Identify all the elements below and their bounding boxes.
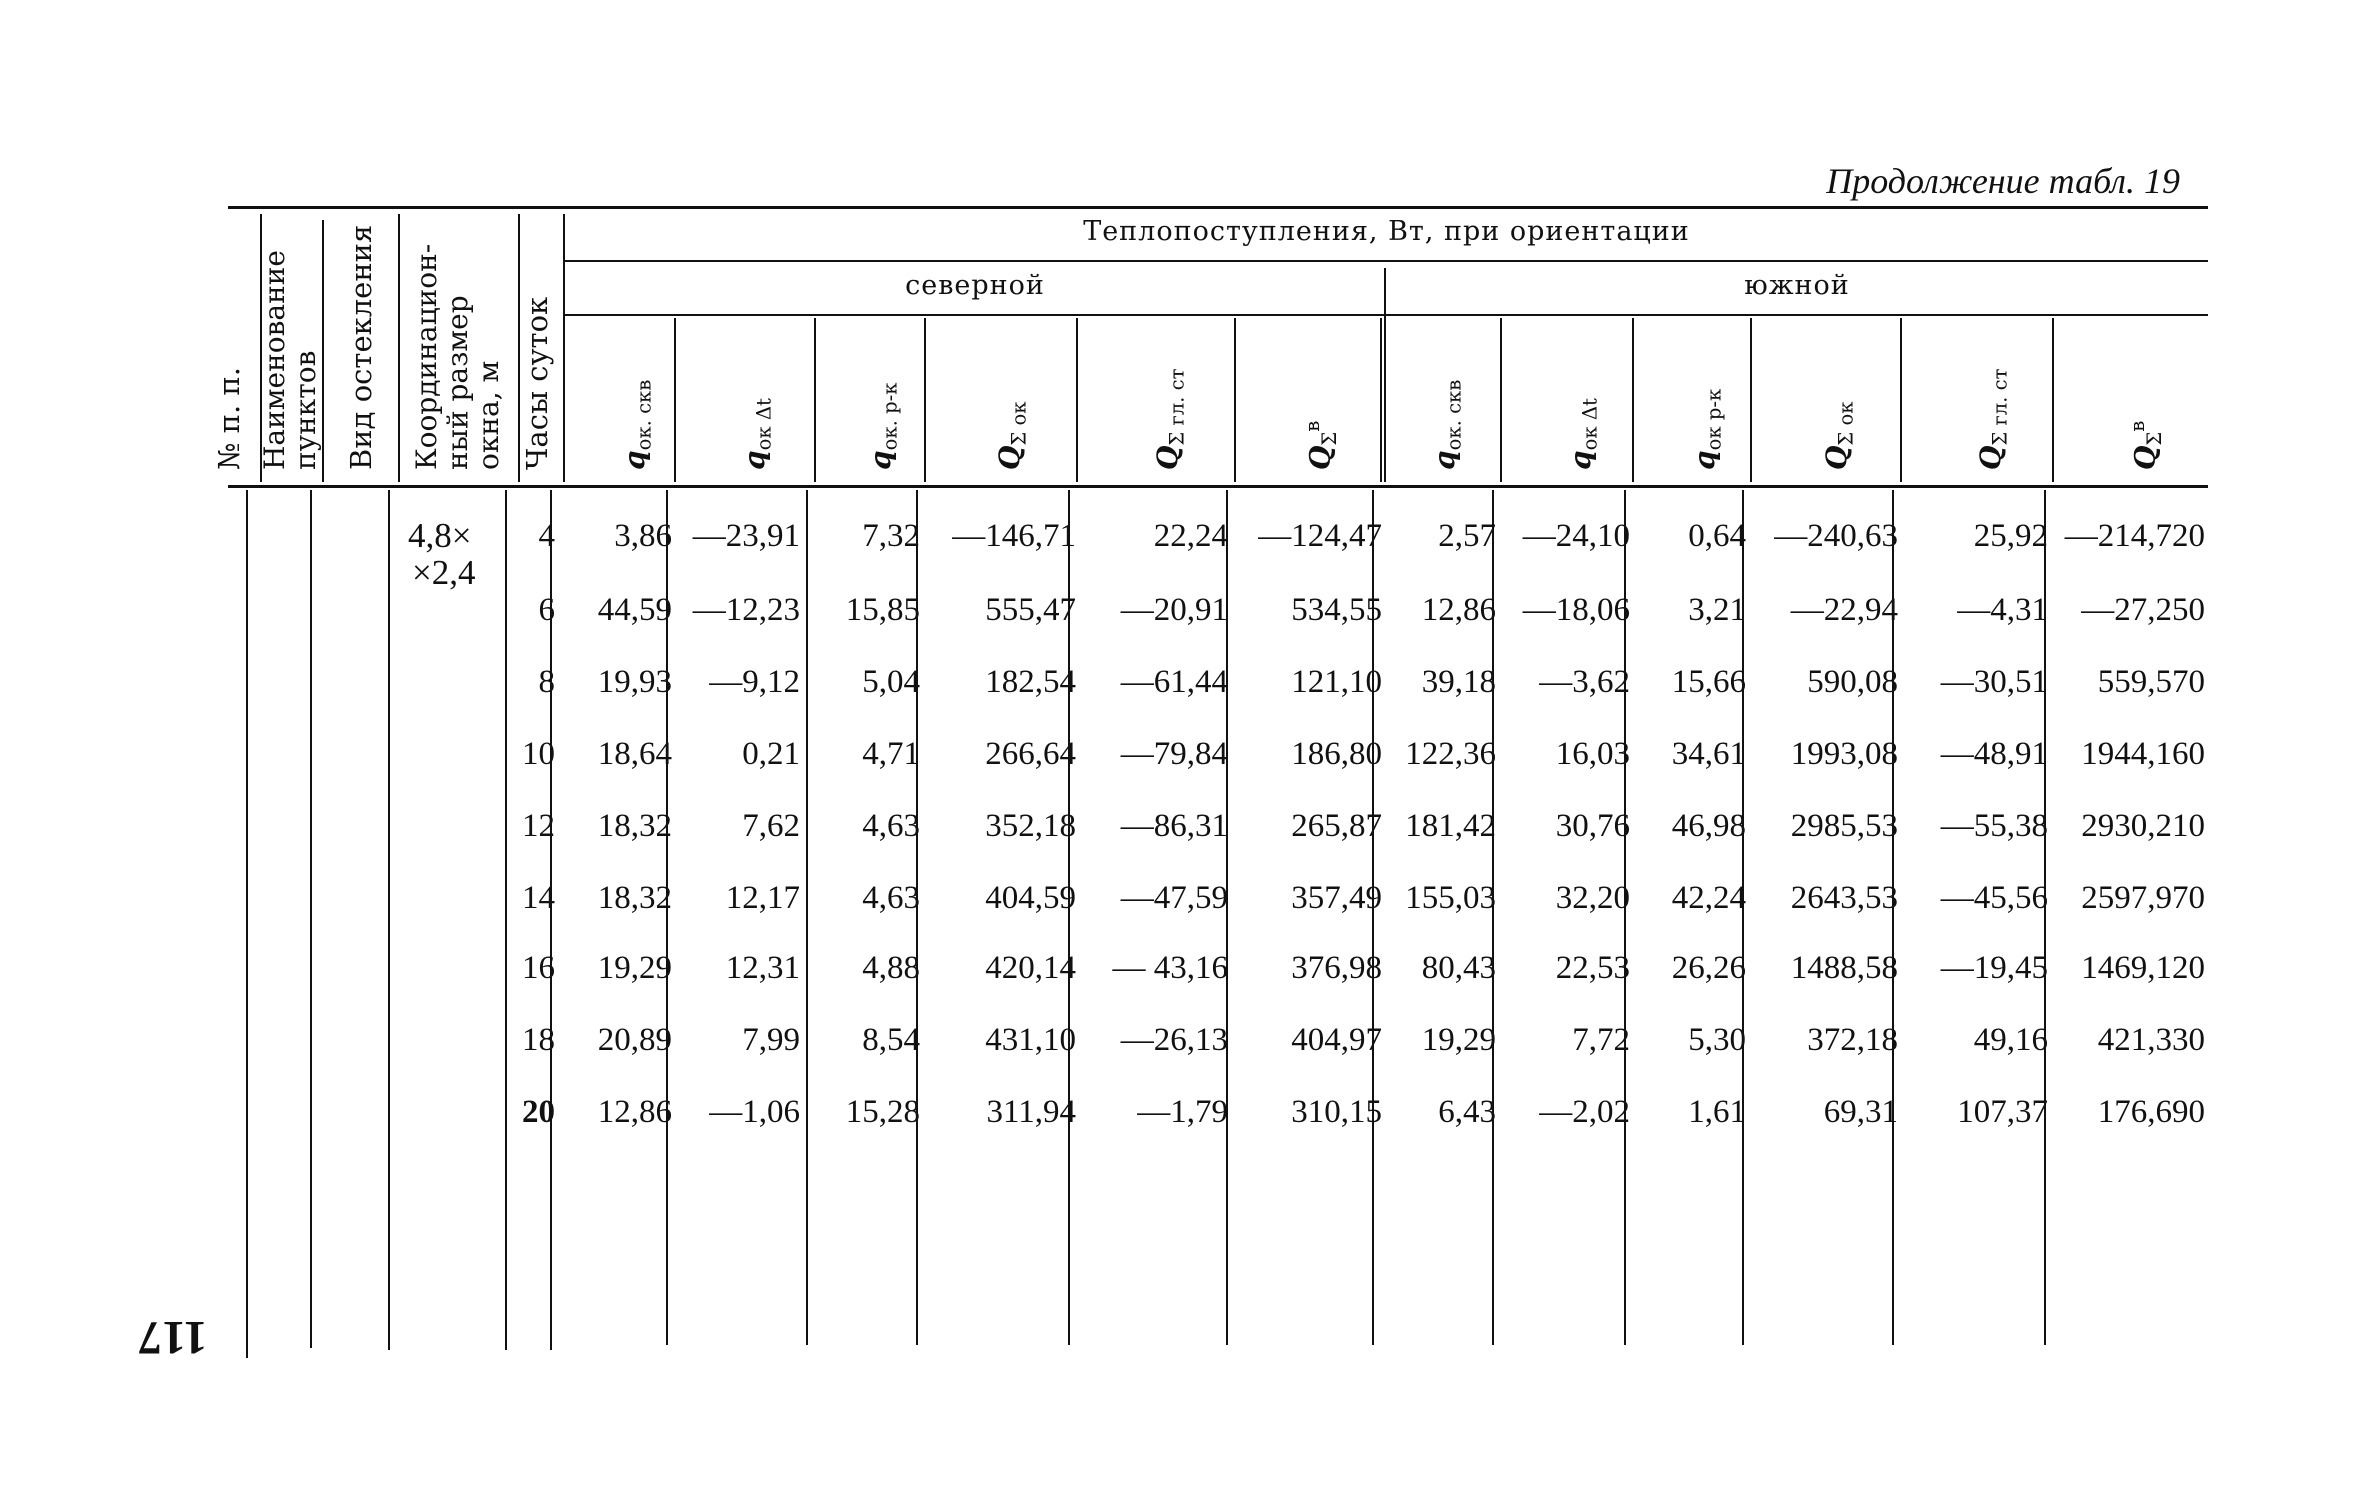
- table-cell: 431,10: [985, 1022, 1076, 1058]
- table-cell: 4,63: [862, 880, 920, 916]
- table-cell: 372,18: [1807, 1022, 1898, 1058]
- table-cell: 2643,53: [1790, 880, 1898, 916]
- table-cell: 4,63: [862, 808, 920, 844]
- table-cell: —48,91: [1940, 736, 2048, 772]
- hour-cell: 10: [522, 736, 555, 772]
- table-cell: —9,12: [709, 664, 800, 700]
- table-cell: 3,21: [1688, 592, 1746, 628]
- table-cell: 30,76: [1555, 808, 1630, 844]
- table-cell: 18,64: [597, 736, 672, 772]
- table-cell: 7,32: [862, 518, 920, 554]
- table-cell: 19,29: [1421, 1022, 1496, 1058]
- table-cell: 18,32: [597, 880, 672, 916]
- page-number: 117: [138, 1311, 208, 1364]
- table-cell: —1,79: [1137, 1094, 1228, 1130]
- hour-cell: 4: [538, 518, 555, 554]
- table-caption: Продолжение табл. 19: [1826, 161, 2180, 201]
- table-cell: 19,29: [597, 950, 672, 986]
- body-vline: [246, 490, 248, 1358]
- table-cell: 7,62: [742, 808, 800, 844]
- table-cell: 186,80: [1291, 736, 1382, 772]
- table-cell: 421,330: [2097, 1022, 2205, 1058]
- table-cell: 22,24: [1153, 518, 1228, 554]
- top-rule: [228, 206, 2208, 209]
- hour-cell: 18: [522, 1022, 555, 1058]
- table-cell: —27,250: [2081, 592, 2205, 628]
- table-cell: —61,44: [1120, 664, 1228, 700]
- table-cell: 1488,58: [1790, 950, 1898, 986]
- col-header-south-6: $Q_\Sigma^в$: [2126, 420, 2166, 470]
- header-bottom-rule: [228, 485, 2208, 488]
- orientation-header-rule: [565, 314, 2208, 316]
- table-cell: 8,54: [862, 1022, 920, 1058]
- hour-cell: 6: [538, 592, 555, 628]
- header-size: [412, 240, 504, 470]
- table-cell: 32,20: [1555, 880, 1630, 916]
- table-cell: —20,91: [1120, 592, 1228, 628]
- table-cell: 12,86: [597, 1094, 672, 1130]
- table-cell: 1993,08: [1790, 736, 1898, 772]
- table-cell: 5,30: [1688, 1022, 1746, 1058]
- table-cell: 44,59: [597, 592, 672, 628]
- table-cell: 22,53: [1555, 950, 1630, 986]
- header-num: № п. п.: [212, 367, 246, 470]
- table-cell: —124,47: [1258, 518, 1382, 554]
- col-header-south-2: $q_{ок \Delta t}$: [1564, 398, 1602, 470]
- table-cell: —4,31: [1957, 592, 2048, 628]
- table-cell: —1,06: [709, 1094, 800, 1130]
- table-cell: 310,15: [1291, 1094, 1382, 1130]
- col-header-divider: [1076, 318, 1078, 482]
- col-header-south-1: $q_{ок. скв}$: [1428, 379, 1466, 470]
- table-cell: 16,03: [1555, 736, 1630, 772]
- col-header-divider: [674, 318, 676, 482]
- table-cell: 555,47: [985, 592, 1076, 628]
- hour-cell: 20: [522, 1094, 555, 1130]
- col-header-north-4: $Q_{\Sigma ок}$: [993, 401, 1031, 470]
- table-cell: 7,99: [742, 1022, 800, 1058]
- window-size-line1: 4,8×: [408, 516, 472, 555]
- hdr-vline: [398, 214, 400, 482]
- col-header-divider: [1234, 318, 1236, 482]
- table-cell: 155,03: [1405, 880, 1496, 916]
- table-cell: —240,63: [1774, 518, 1898, 554]
- table-cell: —214,720: [2064, 518, 2205, 554]
- table-cell: 3,86: [614, 518, 672, 554]
- table-cell: 2597,970: [2081, 880, 2205, 916]
- header-size-text: Координацион-ный размер окна, м: [410, 243, 505, 470]
- table-cell: 265,87: [1291, 808, 1382, 844]
- header-south: южной: [1744, 270, 1850, 301]
- table-cell: —24,10: [1522, 518, 1630, 554]
- table-cell: 357,49: [1291, 880, 1382, 916]
- col-header-north-5: $Q_{\Sigma гл. ст}$: [1151, 368, 1189, 470]
- table-cell: —79,84: [1120, 736, 1228, 772]
- table-cell: 404,97: [1291, 1022, 1382, 1058]
- table-cell: 7,72: [1572, 1022, 1630, 1058]
- table-cell: — 43,16: [1112, 950, 1228, 986]
- table-cell: 0,64: [1688, 518, 1746, 554]
- col-header-north-3: $q_{ок. р-к}$: [864, 382, 902, 470]
- table-cell: 2985,53: [1790, 808, 1898, 844]
- table-cell: —19,45: [1940, 950, 2048, 986]
- table-cell: 2,57: [1438, 518, 1496, 554]
- col-header-divider: [1632, 318, 1634, 482]
- table-cell: 5,04: [862, 664, 920, 700]
- table-cell: —55,38: [1940, 808, 2048, 844]
- table-cell: 1,61: [1688, 1094, 1746, 1130]
- header-glazing: Вид остекления: [344, 224, 378, 470]
- table-cell: 39,18: [1421, 664, 1496, 700]
- col-header-divider: [1380, 318, 1382, 482]
- table-cell: —12,23: [692, 592, 800, 628]
- table-cell: 590,08: [1807, 664, 1898, 700]
- table-cell: 420,14: [985, 950, 1076, 986]
- table-cell: 12,86: [1421, 592, 1496, 628]
- table-cell: 18,32: [597, 808, 672, 844]
- header-heat-gain: Теплопоступления, Вт, при ориентации: [1083, 216, 1690, 247]
- table-cell: 49,16: [1973, 1022, 2048, 1058]
- table-cell: 46,98: [1671, 808, 1746, 844]
- table-cell: 15,28: [845, 1094, 920, 1130]
- table-cell: 34,61: [1671, 736, 1746, 772]
- col-header-north-1: $q_{ок. скв}$: [618, 379, 656, 470]
- table-cell: —26,13: [1120, 1022, 1228, 1058]
- col-header-south-4: $Q_{\Sigma ок}$: [1820, 401, 1858, 470]
- body-vline: [388, 490, 390, 1350]
- hour-cell: 14: [522, 880, 555, 916]
- table-cell: 266,64: [985, 736, 1076, 772]
- table-cell: 25,92: [1973, 518, 2048, 554]
- col-header-north-6: $Q_\Sigma^в$: [1301, 420, 1341, 470]
- table-cell: —23,91: [692, 518, 800, 554]
- table-cell: 12,31: [725, 950, 800, 986]
- table-cell: 19,93: [597, 664, 672, 700]
- table-cell: 122,36: [1405, 736, 1496, 772]
- table-cell: —30,51: [1940, 664, 2048, 700]
- table-cell: 1944,160: [2081, 736, 2205, 772]
- col-header-divider: [2052, 318, 2054, 482]
- hour-cell: 8: [538, 664, 555, 700]
- table-cell: 6,43: [1438, 1094, 1496, 1130]
- col-header-north-2: $q_{ок \Delta t}$: [738, 398, 776, 470]
- table-cell: —146,71: [952, 518, 1076, 554]
- table-cell: 107,37: [1957, 1094, 2048, 1130]
- col-header-divider: [924, 318, 926, 482]
- table-cell: 182,54: [985, 664, 1076, 700]
- body-vline: [310, 490, 312, 1348]
- col-header-divider: [814, 318, 816, 482]
- heat-header-rule: [565, 260, 2208, 262]
- table-cell: 0,21: [742, 736, 800, 772]
- window-size-line2: ×2,4: [412, 552, 476, 592]
- table-cell: 2930,210: [2081, 808, 2205, 844]
- table-cell: 4,71: [862, 736, 920, 772]
- header-north: северной: [905, 270, 1045, 301]
- table-cell: 26,26: [1671, 950, 1746, 986]
- hdr-vline: [322, 220, 324, 482]
- hour-cell: 16: [522, 950, 555, 986]
- table-cell: —2,02: [1539, 1094, 1630, 1130]
- col-header-south-3: $q_{ок р-к}$: [1688, 388, 1726, 470]
- table-cell: 121,10: [1291, 664, 1382, 700]
- table-cell: 69,31: [1823, 1094, 1898, 1130]
- table-cell: 559,570: [2097, 664, 2205, 700]
- table-cell: 80,43: [1421, 950, 1496, 986]
- col-header-divider: [1900, 318, 1902, 482]
- table-cell: —47,59: [1120, 880, 1228, 916]
- table-cell: 181,42: [1405, 808, 1496, 844]
- table-cell: 12,17: [725, 880, 800, 916]
- col-header-divider: [1500, 318, 1502, 482]
- table-cell: —86,31: [1120, 808, 1228, 844]
- table-cell: 4,88: [862, 950, 920, 986]
- table-cell: —3,62: [1539, 664, 1630, 700]
- hdr-vline: [563, 214, 565, 482]
- window-size: [408, 518, 476, 592]
- table-cell: 376,98: [1291, 950, 1382, 986]
- table-cell: 311,94: [986, 1094, 1076, 1130]
- col-header-divider: [1750, 318, 1752, 482]
- table-cell: 15,66: [1671, 664, 1746, 700]
- table-cell: 1469,120: [2081, 950, 2205, 986]
- header-hour: Часы суток: [520, 296, 554, 470]
- header-name-text: Наименование пунктов: [258, 250, 322, 470]
- table-cell: 352,18: [985, 808, 1076, 844]
- table-cell: 20,89: [597, 1022, 672, 1058]
- table-cell: —18,06: [1522, 592, 1630, 628]
- table-cell: 42,24: [1671, 880, 1746, 916]
- header-name: [258, 250, 322, 470]
- table-cell: 404,59: [985, 880, 1076, 916]
- table-cell: —22,94: [1790, 592, 1898, 628]
- table-cell: 176,690: [2097, 1094, 2205, 1130]
- col-header-south-5: $Q_{\Sigma гл. ст}$: [1974, 368, 2012, 470]
- table-cell: —45,56: [1940, 880, 2048, 916]
- table-cell: 15,85: [845, 592, 920, 628]
- table-cell: 534,55: [1291, 592, 1382, 628]
- hour-cell: 12: [522, 808, 555, 844]
